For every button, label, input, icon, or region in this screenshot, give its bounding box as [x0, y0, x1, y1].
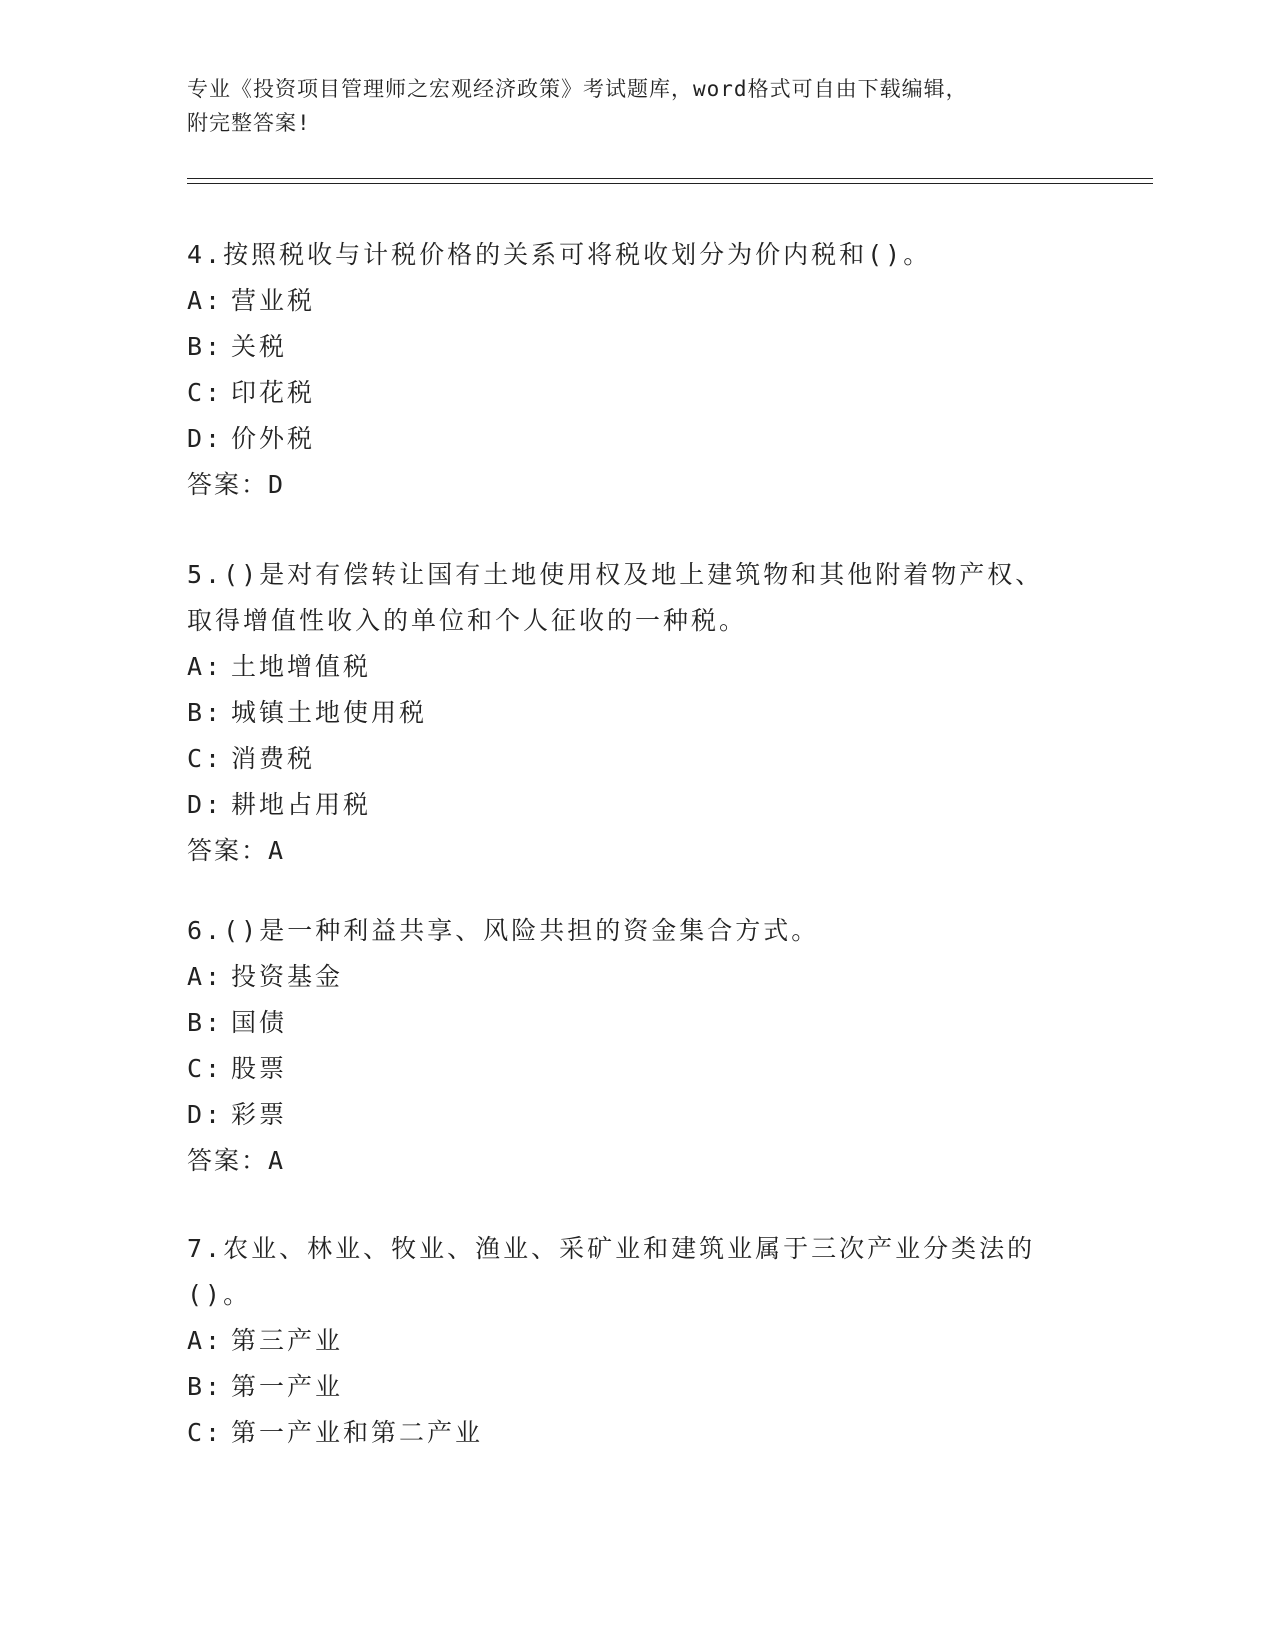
option-text: 关税 — [231, 332, 288, 361]
option-letter: C: — [187, 1418, 224, 1447]
option-d — [187, 782, 1087, 828]
answer-line — [187, 462, 1087, 508]
option-text: 消费税 — [231, 744, 316, 773]
option-text: 耕地占用税 — [231, 790, 372, 819]
option-letter: B: — [187, 1008, 224, 1037]
option-b — [187, 1364, 1087, 1410]
question-5 — [187, 552, 1087, 874]
option-text: 营业税 — [231, 286, 316, 315]
option-b — [187, 1000, 1087, 1046]
option-a — [187, 278, 1087, 324]
option-letter: C: — [187, 1054, 224, 1083]
option-text: 第一产业和第二产业 — [231, 1418, 484, 1447]
option-letter: D: — [187, 1100, 224, 1129]
option-c — [187, 370, 1087, 416]
option-text: 印花税 — [231, 378, 316, 407]
option-c — [187, 1410, 1087, 1456]
header-divider-bottom — [187, 183, 1153, 184]
option-b — [187, 324, 1087, 370]
option-letter: B: — [187, 332, 224, 361]
option-a — [187, 644, 1087, 690]
header-divider-top — [187, 178, 1153, 179]
option-letter: A: — [187, 1326, 224, 1355]
option-text: 投资基金 — [231, 962, 344, 991]
option-letter: A: — [187, 652, 224, 681]
answer-value: A — [268, 1146, 286, 1175]
question-stem: 6.()是一种利益共享、风险共担的资金集合方式。 — [187, 916, 820, 945]
answer-label: 答案： — [187, 836, 269, 865]
option-text: 第三产业 — [231, 1326, 344, 1355]
answer-value: A — [268, 836, 286, 865]
question-6 — [187, 908, 1087, 1184]
option-b — [187, 690, 1087, 736]
option-letter: B: — [187, 698, 224, 727]
question-stem-line-2: 取得增值性收入的单位和个人征收的一种税。 — [187, 606, 748, 635]
option-letter: D: — [187, 790, 224, 819]
option-d — [187, 1092, 1087, 1138]
header-line-1: 专业《投资项目管理师之宏观经济政策》考试题库，word格式可自由下载编辑， — [187, 77, 968, 101]
option-text: 土地增值税 — [231, 652, 372, 681]
answer-line — [187, 1138, 1087, 1184]
header-line-2: 附完整答案! — [187, 111, 311, 135]
option-text: 股票 — [231, 1054, 288, 1083]
option-letter: D: — [187, 424, 224, 453]
question-stem-line-1: 5.()是对有偿转让国有土地使用权及地上建筑物和其他附着物产权、 — [187, 560, 1044, 589]
option-d — [187, 416, 1087, 462]
option-c — [187, 736, 1087, 782]
answer-value: D — [268, 470, 286, 499]
option-text: 价外税 — [231, 424, 316, 453]
option-text: 国债 — [231, 1008, 288, 1037]
answer-label: 答案： — [187, 1146, 269, 1175]
question-stem-line-1: 7.农业、林业、牧业、渔业、采矿业和建筑业属于三次产业分类法的 — [187, 1234, 1036, 1263]
option-text: 城镇土地使用税 — [231, 698, 428, 727]
option-letter: B: — [187, 1372, 224, 1401]
option-letter: A: — [187, 962, 224, 991]
option-letter: A: — [187, 286, 224, 315]
option-letter: C: — [187, 378, 224, 407]
option-a — [187, 954, 1087, 1000]
document-header — [187, 72, 1087, 140]
option-a — [187, 1318, 1087, 1364]
option-text: 彩票 — [231, 1100, 288, 1129]
question-stem-line-2: ()。 — [187, 1280, 252, 1309]
option-letter: C: — [187, 744, 224, 773]
question-7 — [187, 1226, 1087, 1456]
option-c — [187, 1046, 1087, 1092]
answer-line — [187, 828, 1087, 874]
answer-label: 答案： — [187, 470, 269, 499]
question-4 — [187, 232, 1087, 508]
option-text: 第一产业 — [231, 1372, 344, 1401]
question-stem: 4.按照税收与计税价格的关系可将税收划分为价内税和()。 — [187, 240, 932, 269]
